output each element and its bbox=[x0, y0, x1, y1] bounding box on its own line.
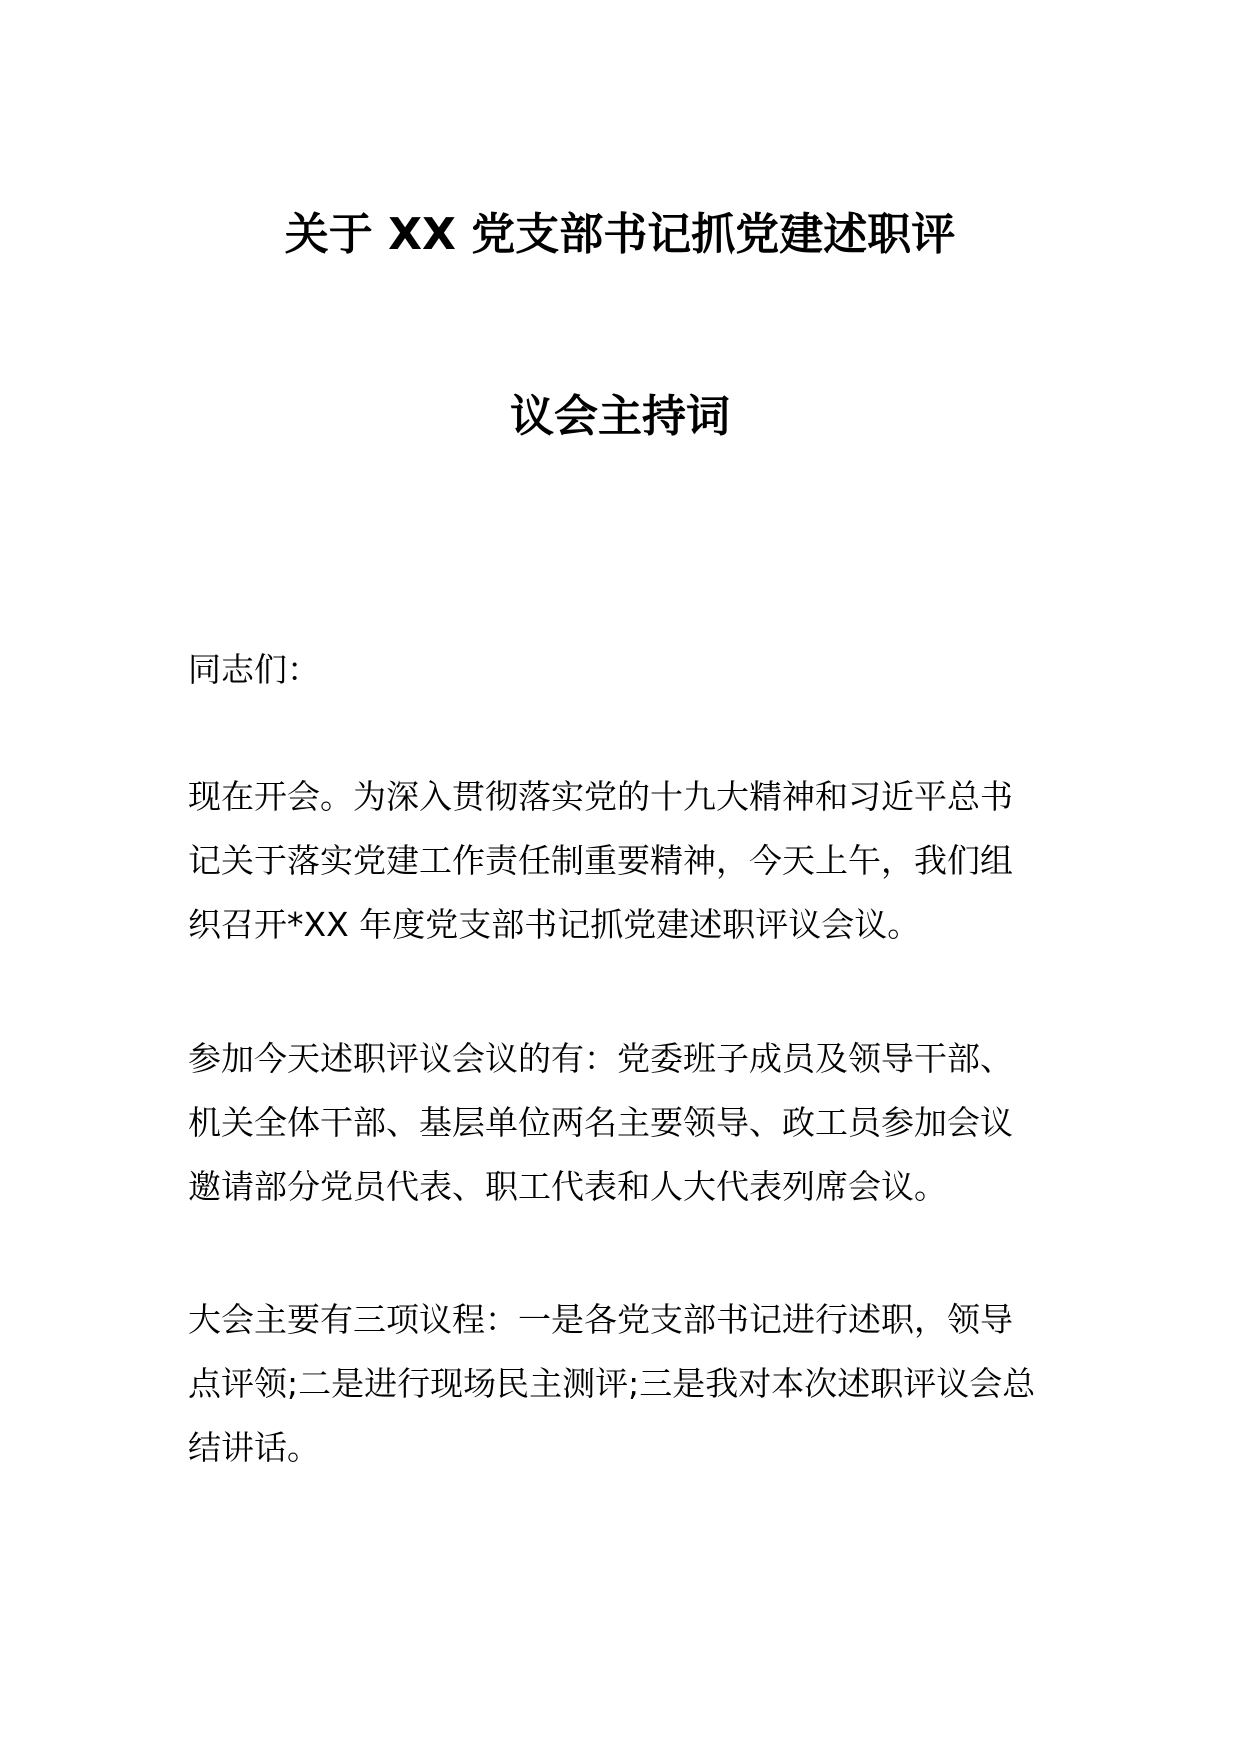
paragraph-line: 参加今天述职评议会议的有：党委班子成员及领导干部、 bbox=[188, 1039, 1013, 1078]
paragraph-line: 点评领;二是进行现场民主测评;三是我对本次述职评议会总 bbox=[188, 1364, 1036, 1403]
paragraph-line: 现在开会。为深入贯彻落实党的十九大精神和习近平总书 bbox=[188, 777, 1013, 816]
paragraph-line: 织召开*XX 年度党支部书记抓党建述职评议会议。 bbox=[188, 905, 921, 944]
paragraph-attendees bbox=[188, 1027, 1058, 1219]
paragraph-line: 记关于落实党建工作责任制重要精神，今天上午，我们组 bbox=[188, 841, 1013, 880]
paragraph-agenda bbox=[188, 1288, 1058, 1480]
paragraph-line: 邀请部分党员代表、职工代表和人大代表列席会议。 bbox=[188, 1167, 947, 1206]
paragraph-line: 机关全体干部、基层单位两名主要领导、政工员参加会议 bbox=[188, 1103, 1013, 1142]
document-title-line-2: 议会主持词 bbox=[510, 391, 730, 442]
paragraph-line: 大会主要有三项议程：一是各党支部书记进行述职，领导 bbox=[188, 1300, 1013, 1339]
document-title-line-1: 关于 XX 党支部书记抓党建述职评 bbox=[284, 209, 956, 260]
paragraph-line: 结讲话。 bbox=[188, 1428, 320, 1467]
salutation: 同志们： bbox=[188, 650, 320, 689]
paragraph-opening bbox=[188, 765, 1058, 957]
